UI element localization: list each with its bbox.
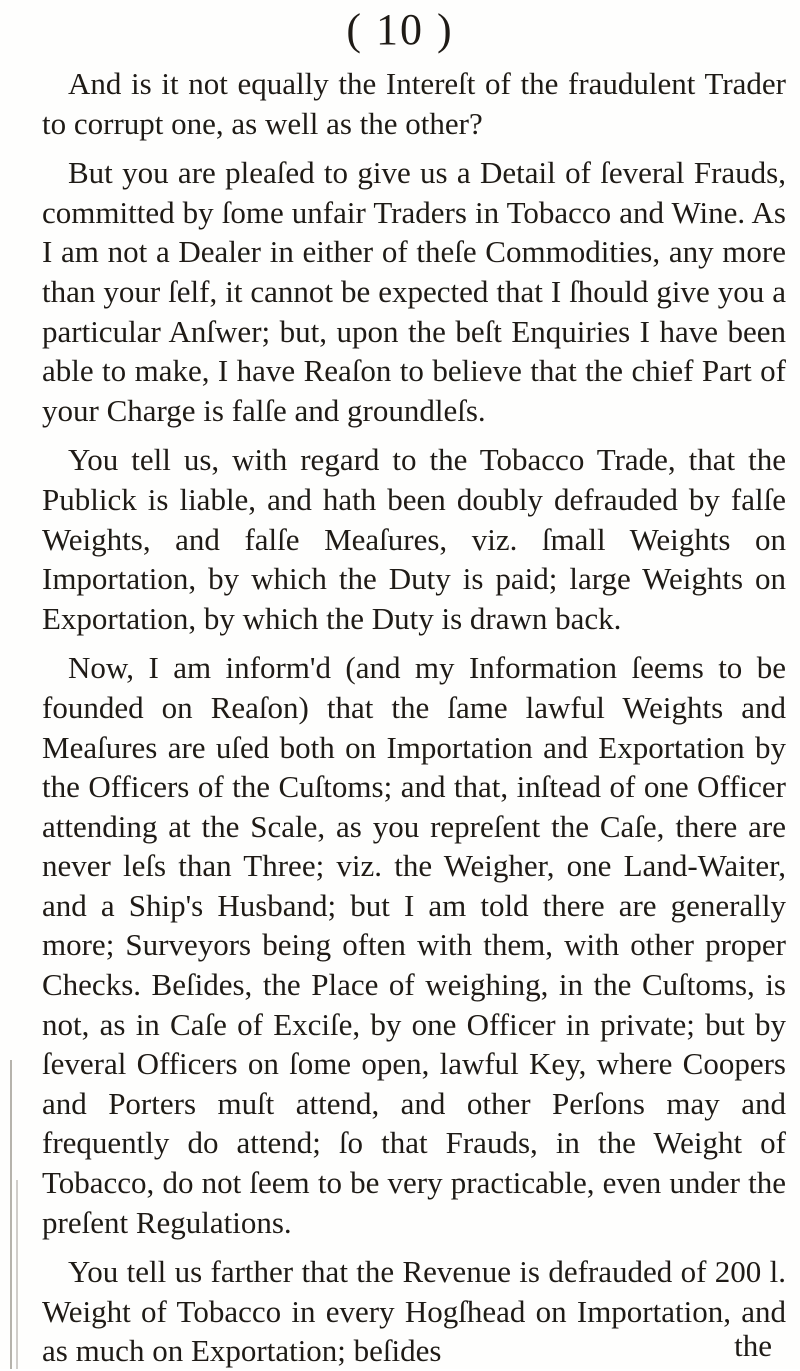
catchword: the <box>734 1328 772 1363</box>
paragraph-3: You tell us, with regard to the Tobacco Trade, that the Publick is liable, and hath been doubly defrauded by falſe Weights, and falſe Meaſures, viz. ſmall Weights on Importation, by which the Duty is paid; large Weights on Exportation, by which the Duty is drawn back. <box>42 442 786 636</box>
paragraph-4: Now, I am inform'd (and my Information ſeems to be founded on Reaſon) that the ſame lawful Weights and Meaſures are uſed both on Importation and Exportation by the Officers of the Cuſtoms; and that, inſtead of one Officer attending at the Scale, as you repreſent the Caſe, there are never leſs than Three; viz. the Weigher, one Land-Waiter, and a Ship's Husband; but I am told there are generally more; Surveyors being often with them, with other proper Checks. Beſides, the Place of weighing, in the Cuſtoms, is not, as in Caſe of Exciſe, by one Officer in private; but by ſeveral Officers on ſome open, lawful Key, where Coopers and Porters muſt attend, and other Perſons may and frequently do attend; ſo that Frauds, in the Weight of Tobacco, do not ſeem to be very practicable, even under the preſent Regulations. <box>42 650 786 1240</box>
body-text <box>42 64 786 1371</box>
paragraph-1: And is it not equally the Intereſt of the fraudulent Trader to corrupt one, as well as the other? <box>42 66 786 141</box>
binding-edge-line <box>10 1060 12 1369</box>
paragraph-5: You tell us farther that the Revenue is defrauded of 200 l. Weight of Tobacco in every Hogſhead on Importation, and as much on Exportation; beſides <box>42 1254 786 1369</box>
binding-edge-line-secondary <box>16 1180 18 1369</box>
paragraph-2: But you are pleaſed to give us a Detail of ſeveral Frauds, committed by ſome unfair Traders in Tobacco and Wine. As I am not a Dealer in either of theſe Commodities, any more than your ſelf, it cannot be expected that I ſhould give you a particular Anſwer; but, upon the beſt Enquiries I have been able to make, I have Reaſon to believe that the chief Part of your Charge is falſe and groundleſs. <box>42 155 786 428</box>
page-number: ( 10 ) <box>346 5 454 54</box>
